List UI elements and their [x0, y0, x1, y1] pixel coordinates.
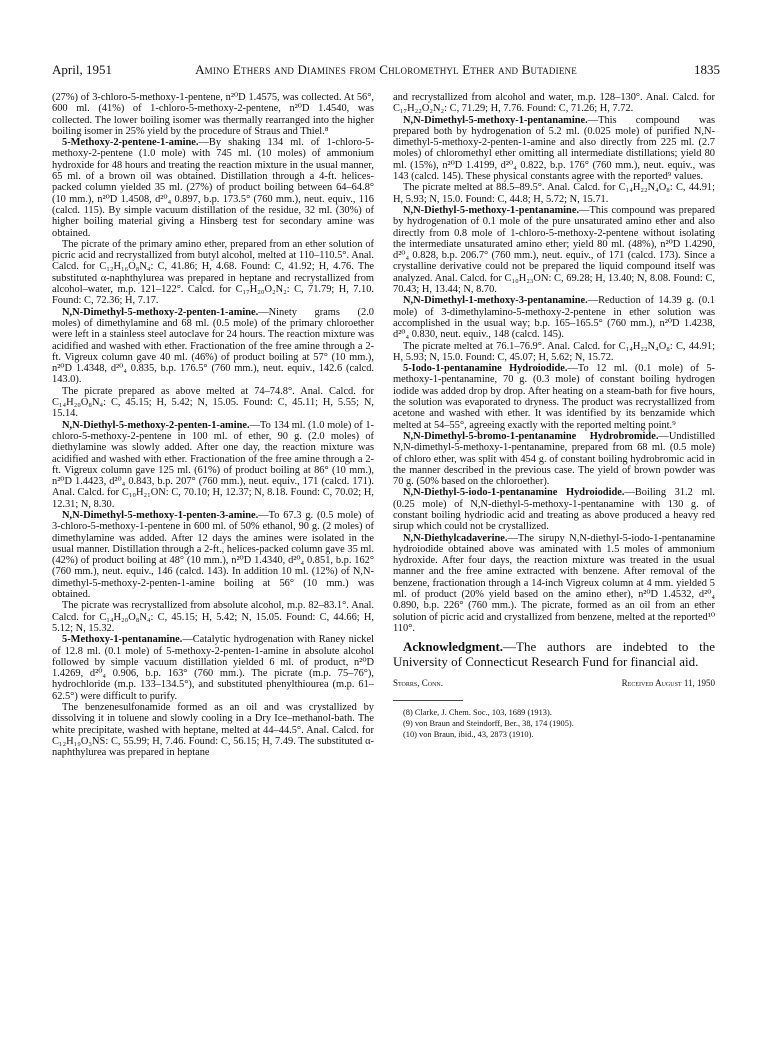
compound-heading: 5-Methoxy-1-pentanamine. [62, 634, 183, 646]
page-number: 1835 [694, 62, 720, 77]
compound-heading: N,N-Dimethyl-1-methoxy-3-pentanamine. [403, 295, 588, 307]
paragraph [393, 182, 715, 205]
acknowledgment [393, 640, 715, 669]
paragraph [52, 239, 374, 307]
paragraph-text: —To 67.3 g. (0.5 mole) of 3-chloro-5-methoxy-1-pentene in 600 ml. of 50% ethanol, 90 g. (2 moles) of dimethylamine was added. After 12 days the amines were isolated in the usual manner. Distillation through a 2-ft., helices-packed column gave 35 ml. (42%) of product boiling at 48° (10 mm.), n²⁰D 1.4340, d²⁰₄ 0.851, b.p. 162° (760 mm.), neut. equiv., 146 (calcd. 143). In addition 10 ml. (12%) of N,N-dimethyl-5-methoxy-2-penten-1-amine boiling at 56° (10 mm.) was obtained. [52, 509, 374, 601]
compound-heading: N,N-Diethyl-5-iodo-1-pentanamine Hydroiodide. [403, 487, 625, 499]
paragraph [52, 702, 374, 758]
paragraph-text: The picrate was recrystallized from absolute alcohol, m.p. 82–83.1°. Anal. Calcd. for C₁₄H₂₀O₈N₄: C, 45.15; H, 5.42; N, 15.05. Found: C, 44.66; H, 5.12; N, 15.32. [52, 600, 374, 634]
paragraph [52, 137, 374, 239]
compound-heading: N,N-Dimethyl-5-methoxy-2-penten-1-amine. [62, 306, 259, 318]
paragraph [52, 92, 374, 137]
signature-place: Storrs, Conn. [393, 678, 443, 689]
compound-heading: N,N-Diethyl-5-methoxy-1-pentanamine. [403, 204, 580, 216]
compound-heading: N,N-Diethylcadaverine. [403, 532, 508, 544]
paragraph [52, 420, 374, 510]
paragraph-text: (27%) of 3-chloro-5-methoxy-1-pentene, n²⁰D 1.4575, was collected. At 56°, 600 ml. (41%) of 1-chloro-5-methoxy-2-pentene, n²⁰D 1.4540, was collected. The lower boiling isomer was thermally rearranged into the higher boiling isomer in 25% yield by the procedure of Straus and Thiel.⁸ [52, 92, 374, 137]
left-column [52, 92, 374, 759]
paragraph [393, 533, 715, 635]
header-title: Amino Ethers and Diamines from Chloromethyl Ether and Butadiene [195, 62, 577, 77]
paragraph-text: The picrate prepared as above melted at 74–74.8°. Anal. Calcd. for C₁₄H₂₀O₈N₄: C, 45.15; H, 5.42; N, 15.05. Found: C, 45.11; H, 5.55; N, 15.14. [52, 385, 374, 420]
header-date: April, 1951 [52, 62, 112, 77]
paragraph-text: —Catalytic hydrogenation with Raney nickel of 12.8 ml. (0.1 mole) of 5-methoxy-2-penten-1-amine in absolute alcohol followed by simple vacuum distillation yielded 6 ml. of product, n²⁰D 1.4269, d²⁰₄ 0.906, b.p. 163° (760 mm.). The picrate (m.p. 75–76°), hydrochloride (m.p. 133–134.5°), and substituted phenylthiourea (m.p. 61–62.5°) were difficult to purify. [52, 634, 374, 702]
paragraph-text: —To 134 ml. (1.0 mole) of 1-chloro-5-methoxy-2-pentene in 100 ml. of ether, 90 g. (2.0 moles) of diethylamine was slowly added. After one day, the reaction mixture was acidified and washed with ether. Fractionation of the free amine through a 2-ft. Vigreux column gave 125 ml. (61%) of product boiling at 86° (10 mm.), n²⁰D 1.4423, d²⁰₄ 0.843, b.p. 207° (760 mm.), neut. equiv., 171 (calcd. 171). Anal. Calcd. for C₁₀H₂₁ON: C, 70.10; H, 12.37; N, 8.18. Found: C, 70.02; H, 12.31; N, 8.30. [52, 419, 374, 510]
compound-heading: N,N-Dimethyl-5-bromo-1-pentanamine Hydrobromide. [403, 430, 659, 442]
footnote: (10) von Braun, ibid., 43, 2873 (1910). [403, 729, 534, 739]
paragraph-text: The benzenesulfonamide formed as an oil and was crystallized by dissolving it in toluene and slowly cooling in a Dry Ice–methanol-bath. The white precipitate, washed with heptane, melted at 44–44.5°. Anal. Calcd. for C₁₂H₁₉O₃NS: C, 55.99; H, 7.46. Found: C, 56.15; H, 7.49. The substituted α-naphthylurea was prepared in heptane [52, 702, 374, 759]
paragraph [393, 363, 715, 431]
compound-heading: N,N-Diethyl-5-methoxy-2-penten-1-amine. [62, 419, 250, 431]
paragraph [52, 510, 374, 600]
paragraph [393, 431, 715, 487]
footnote: (9) von Braun and Steindorff, Ber., 38, 174 (1905). [403, 718, 574, 728]
received-date: Received August 11, 1950 [621, 678, 715, 689]
paragraph [393, 115, 715, 183]
paragraph [52, 386, 374, 420]
paragraph-text: —Undistilled N,N-dimethyl-5-methoxy-1-pentanamine, prepared from 68 ml. (0.5 mole) of chloro ether, was split with 454 g. of constant boiling hydrobromic acid in the manner described in the previous case. The yield of brown powder was 70 g. (50% based on the chloroether). [393, 430, 715, 488]
paragraph [52, 600, 374, 634]
paragraph-text: —Boiling 31.2 ml. (0.25 mole) of N,N-diethyl-5-methoxy-1-pentanamine with 130 g. of constant boiling hydriodic acid and treating as above produced a heavy red sirup which could not be crystallized. [393, 487, 716, 533]
paragraph-text: —By shaking 134 ml. of 1-chloro-5-methoxy-2-pentene (1.0 mole) with 745 ml. (10 moles) of ammonium hydroxide for 48 hours and treating the reaction mixture in the usual manner, 65 ml. of a brown oil was obtained. Distillation through a 4-ft. helices-packed column yielded 35 ml. (27%) of product boiling between 64–64.8° (10 mm.), n²⁰D 1.4508, d²⁰₄ 0.897, b.p. 173.5° (760 mm.), neut. equiv., 116 (calcd. 115). By simple vacuum distillation of the residue, 32 ml. (30%) of higher boiling material giving a Hinsberg test for secondary amine was obtained. [52, 137, 374, 239]
paragraph [393, 487, 715, 532]
compound-heading: N,N-Dimethyl-5-methoxy-1-pentanamine. [403, 114, 588, 126]
acknowledgment-heading: Acknowledgment. [403, 639, 504, 655]
footnote: (8) Clarke, J. Chem. Soc., 103, 1689 (1913). [403, 707, 552, 717]
footnote-divider [393, 700, 463, 701]
paragraph-text: —This compound was prepared both by hydrogenation of 5.2 ml. (0.025 mole) of purified N,N-dimethyl-5-methoxy-2-penten-1-amine and also directly from 225 ml. (2.7 moles) of chloromethyl ether omitting all intermediate distillations; yield 80 ml. (15%), n²⁰D 1.4199, d²⁰₄ 0.822, b.p. 176° (760 mm.), neut. equiv., was 143 (calcd. 145). These physical constants agree with the reported⁹ values. [393, 114, 715, 183]
paragraph [393, 92, 715, 115]
right-column [393, 92, 715, 740]
running-header [52, 62, 720, 82]
compound-heading: 5-Iodo-1-pentanamine Hydroiodide. [403, 363, 568, 375]
paragraph-text: The picrate melted at 88.5–89.5°. Anal. Calcd. for C₁₄H₂₂N₄O₈: C, 44.91; H, 5.93; N, 15.0. Found: C, 44.8; H, 5.72; N, 15.71. [393, 182, 715, 205]
paragraph-text: and recrystallized from alcohol and water, m.p. 128–130°. Anal. Calcd. for C₁₇H₂₂O₂N₂: C, 71.29; H, 7.76. Found: C, 71.26; H, 7.72. [393, 92, 715, 115]
paragraph-text: —To 12 ml. (0.1 mole) of 5-methoxy-1-pentanamine, 70 g. (0.3 mole) of constant boiling hydrogen iodide was added drop by drop. After heating on a steam-bath for five hours, the solution was evaporated to dryness. The product was recrystallized from acetone and washed with ether. It was identified by its benzamide which melted at 54–55°, agreeing exactly with the reported melting point.⁹ [393, 363, 715, 431]
paragraph-text: The picrate of the primary amino ether, prepared from an ether solution of picric acid and recrystallized from butyl alcohol, melted at 110–110.5°. Anal. Calcd. for C₁₂H₁₆O₈N₄: C, 41.86; H, 4.68. Found: C, 41.92; H, 4.76. The substituted α-naphthylurea was prepared in heptane and recrystallized from alcohol–water, m.p. 121–122°. Calcd. for C₁₇H₂₀O₂N₂: C, 71.79; H, 7.10. Found: C, 72.36; H, 7.17. [52, 238, 374, 307]
signature-line [393, 678, 715, 689]
paragraph [52, 307, 374, 386]
paragraph-text: The picrate melted at 76.1–76.9°. Anal. Calcd. for C₁₄H₂₂N₄O₈: C, 44.91; H, 5.93; N, 15.0. Found: C, 45.07; H, 5.62; N, 15.72. [393, 340, 715, 363]
paragraph-text: —Reduction of 14.39 g. (0.1 mole) of 3-dimethylamino-5-methoxy-2-pentene in ether solution was accomplished in the usual way; b.p. 165–165.5° (760 mm.), n²⁰D 1.4238, d²⁰₄ 0.830, neut. equiv., 148 (calcd. 145). [393, 295, 715, 341]
paragraph [393, 205, 715, 295]
paragraph-text: —This compound was prepared by hydrogenation of 0.1 mole of the pure unsaturated amino ether and also directly from 0.8 mole of 1-chloro-5-methoxy-2-pentene without isolating the intermediate unsaturated amino ether; yield 80 ml. (48%), n²⁰D 1.4290, d²⁰₄ 0.828, b.p. 206.7° (760 mm.), neut. equiv., of 171 (calcd. 173). Since a crystalline derivative could not be prepared the liquid compound itself was analyzed. Anal. Calcd. for C₁₀H₂₃ON: C, 69.28; H, 13.40; N, 8.08. Found: C, 70.43; H, 13.44; N, 8.70. [393, 204, 715, 296]
paragraph-text: —The sirupy N,N-diethyl-5-iodo-1-pentanamine hydroiodide obtained above was aminated with 1.5 moles of ammonium hydroxide. After four days, the reaction mixture was treated in the usual manner and the free amine extracted with benzene. After removal of the benzene, fractionation through a 14-inch Vigreux column at 4 mm. yielded 5 ml. of product (20% yield based on the amino ether), n²⁰D 1.4532, d²⁰₄ 0.890, b.p. 226° (760 mm.). The picrate, formed as an oil from an ether solution of picric acid and crystallized from benzene, melted at the reported¹⁰ 110°. [393, 532, 715, 634]
paragraph [393, 341, 715, 364]
paragraph-text: —Ninety grams (2.0 moles) of dimethylamine and 68 ml. (0.5 mole) of the primary chloroether were left in a stainless steel autoclave for 24 hours. The reaction mixture was acidified and washed with ether. Fractionation of the free amine through a 2-ft. Vigreux column gave 40 ml. (46%) of product boiling at 57° (10 mm.), n²⁰D 1.4348, d²⁰₄ 0.835, b.p. 176.5° (760 mm.), neut. equiv., 142.6 (calcd. 143.0). [52, 306, 374, 386]
acknowledgment-text: —The authors are indebted to the University of Connecticut Research Fund for financial aid. [393, 639, 715, 669]
compound-heading: N,N-Dimethyl-5-methoxy-1-penten-3-amine. [62, 509, 259, 521]
paragraph [52, 634, 374, 702]
paragraph [393, 295, 715, 340]
compound-heading: 5-Methoxy-2-pentene-1-amine. [62, 137, 199, 149]
